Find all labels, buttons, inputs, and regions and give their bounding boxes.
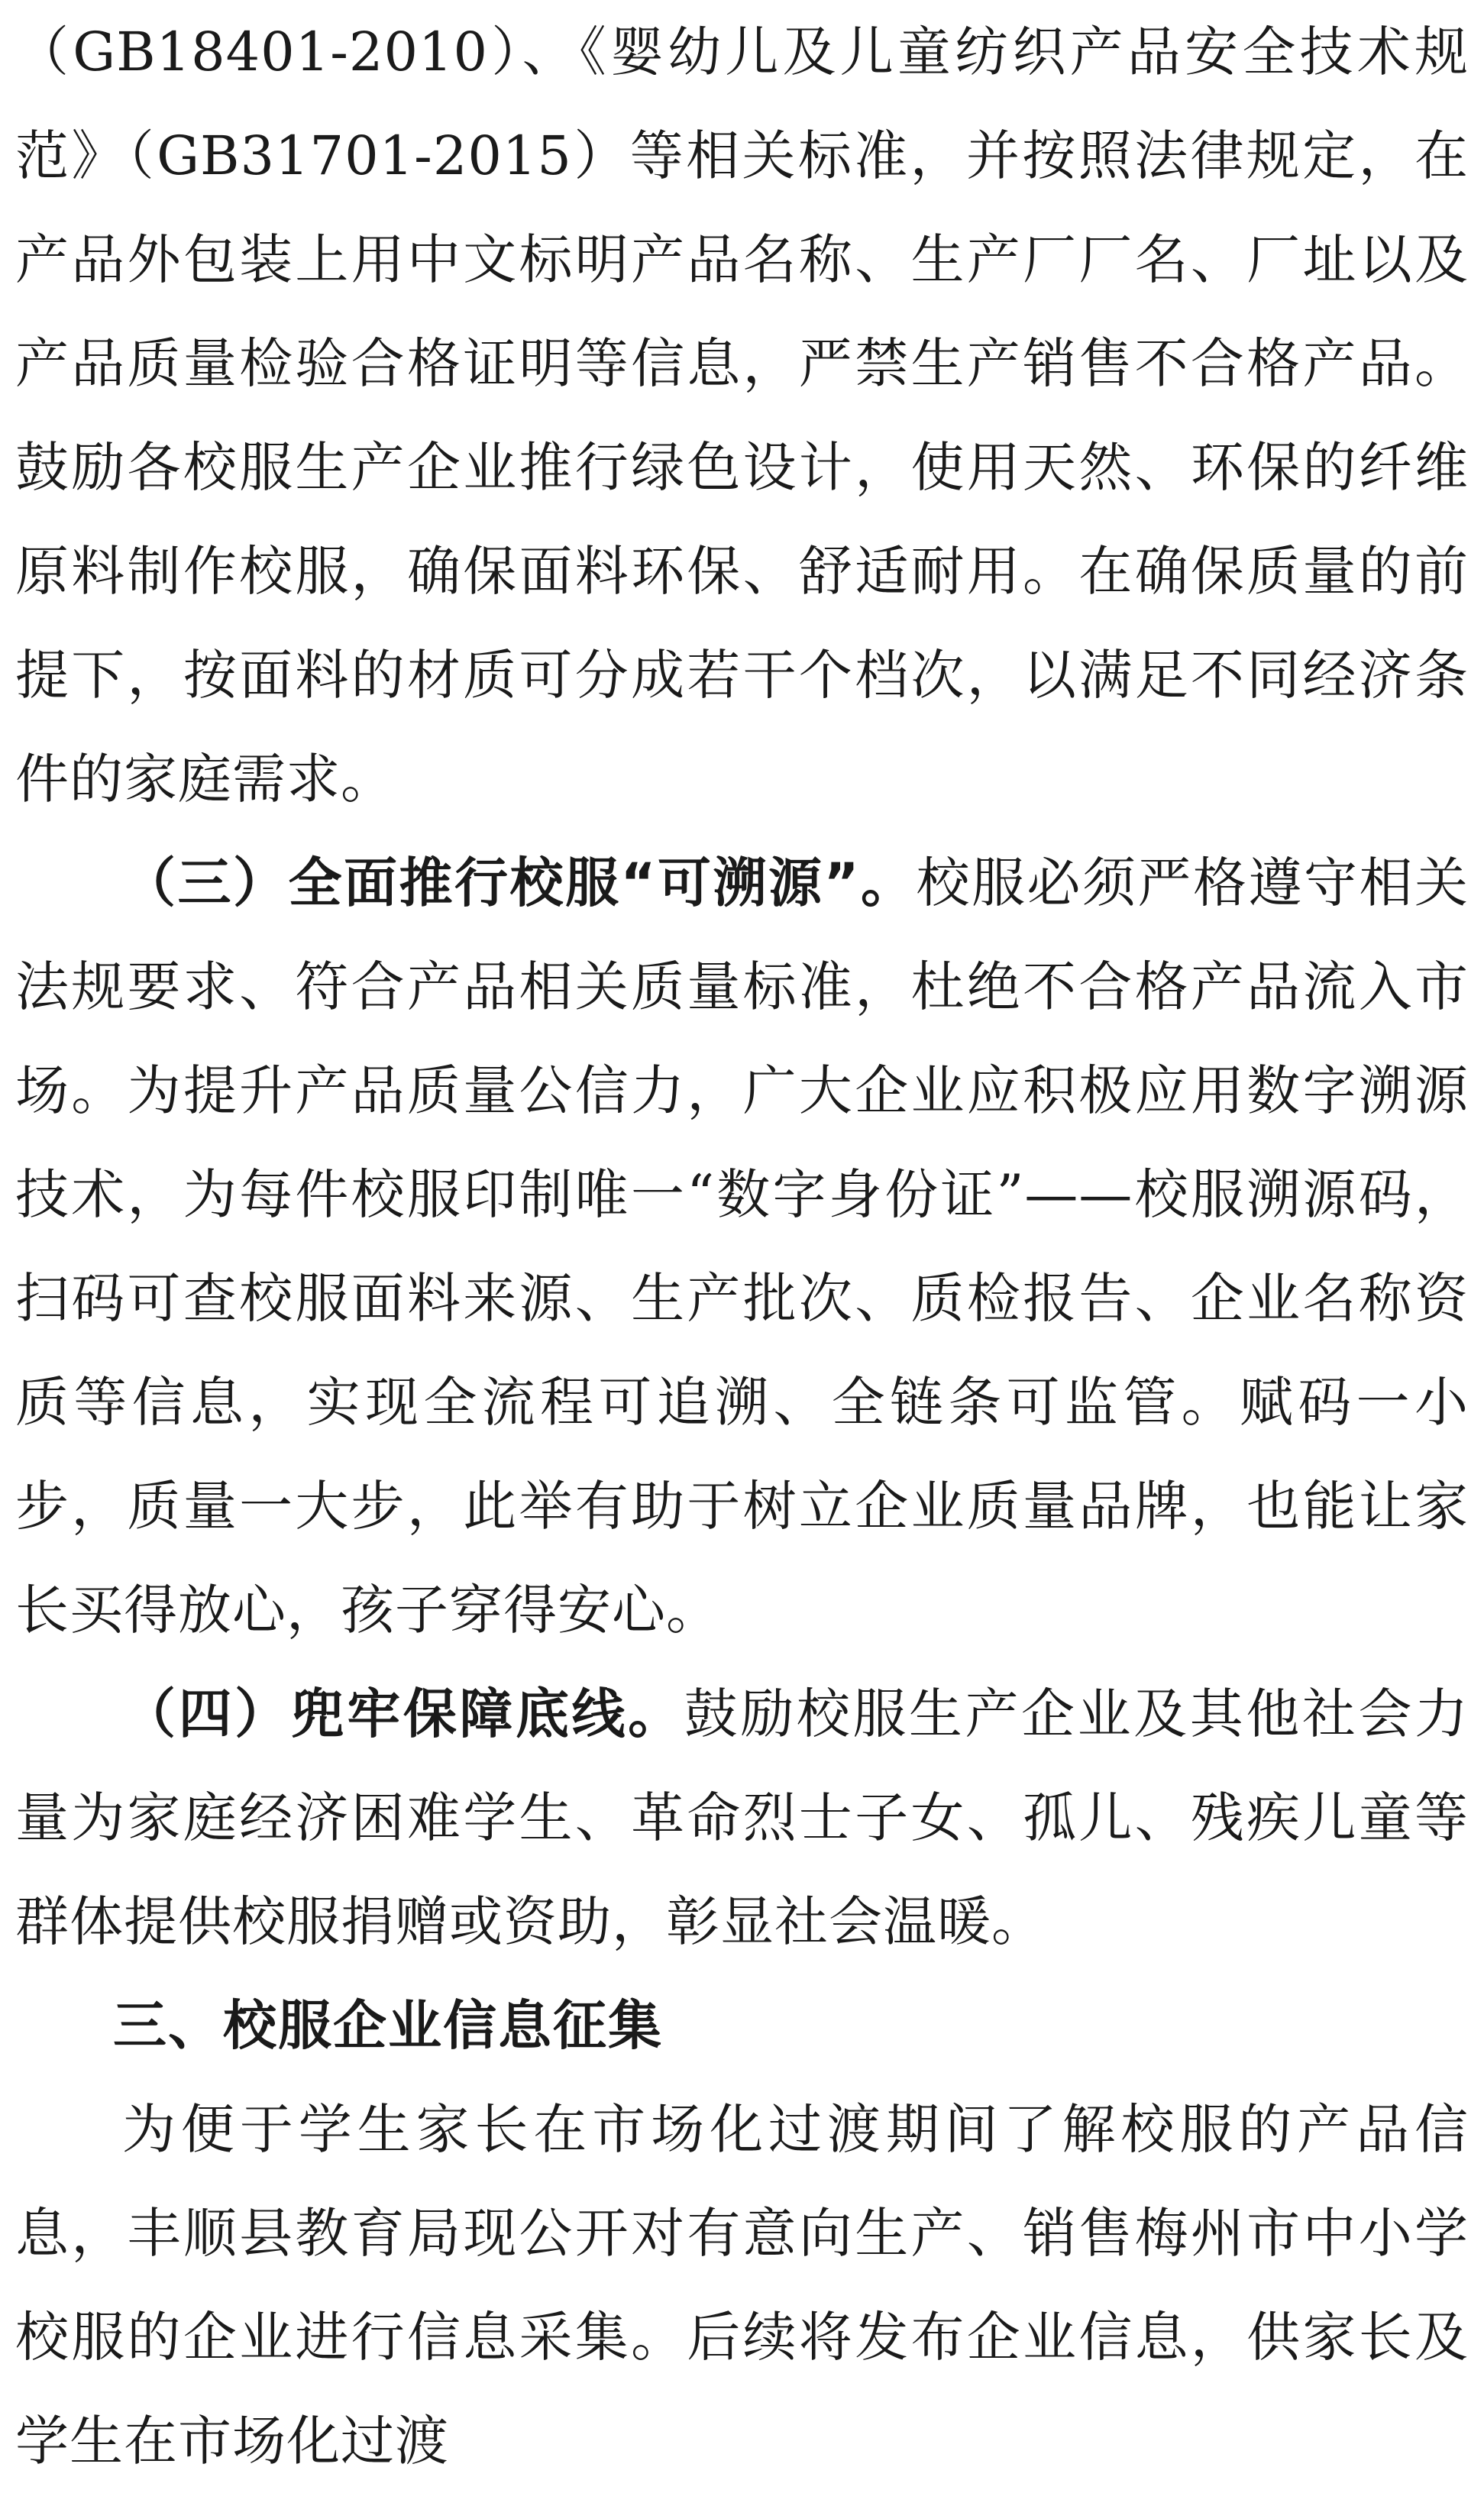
item-3-lead: （三）全面推行校服“可溯源”。 (122, 852, 917, 914)
paragraph-info-collection: 为便于学生家长在市场化过渡期间了解校服的产品信息，丰顺县教育局现公开对有意向生产、销售梅州市中小学校服的企业进行信息采集。后续将发布企业信息，供家长及学生在市场化过渡 (15, 2098, 1469, 2472)
item-3-body: 校服必须严格遵守相关法规要求、符合产品相关质量标准，杜绝不合格产品流入市场。为提升产品质量公信力，广大企业应积极应用数字溯源技术，为每件校服印制唯一“数字身份证”——校服溯源码，扫码可查校服面料来源、生产批次、质检报告、企业名称资质等信息，实现全流程可追溯、全链条可监管。赋码一小步，质量一大步，此举有助于树立企业质量品牌，也能让家长买得放心，孩子穿得安心。 (15, 852, 1469, 1641)
paragraph-safety-net (15, 1662, 1469, 1974)
paragraph-traceability (15, 831, 1469, 1662)
document-page (15, 0, 1469, 2472)
item-4-body: 鼓励校服生产企业及其他社会力量为家庭经济困难学生、革命烈士子女、孤儿、残疾儿童等群体提供校服捐赠或资助，彰显社会温暖。 (15, 1683, 1469, 1953)
item-4-lead: （四）兜牢保障底线。 (122, 1683, 684, 1745)
section-heading-enterprise-info: 三、校服企业信息征集 (113, 1994, 663, 2057)
paragraph-standards: （GB18401-2010）、《婴幼儿及儿童纺织产品安全技术规范》（GB31701-2015）等相关标准，并按照法律规定，在产品外包装上用中文标明产品名称、生产厂厂名、厂址以及产品质量检验合格证明等信息，严禁生产销售不合格产品。鼓励各校服生产企业推行绿色设计，使用天然、环保的纤维原料制作校服，确保面料环保、舒适耐用。在确保质量的前提下，按面料的材质可分成若干个档次，以满足不同经济条件的家庭需求。 (15, 21, 1469, 810)
